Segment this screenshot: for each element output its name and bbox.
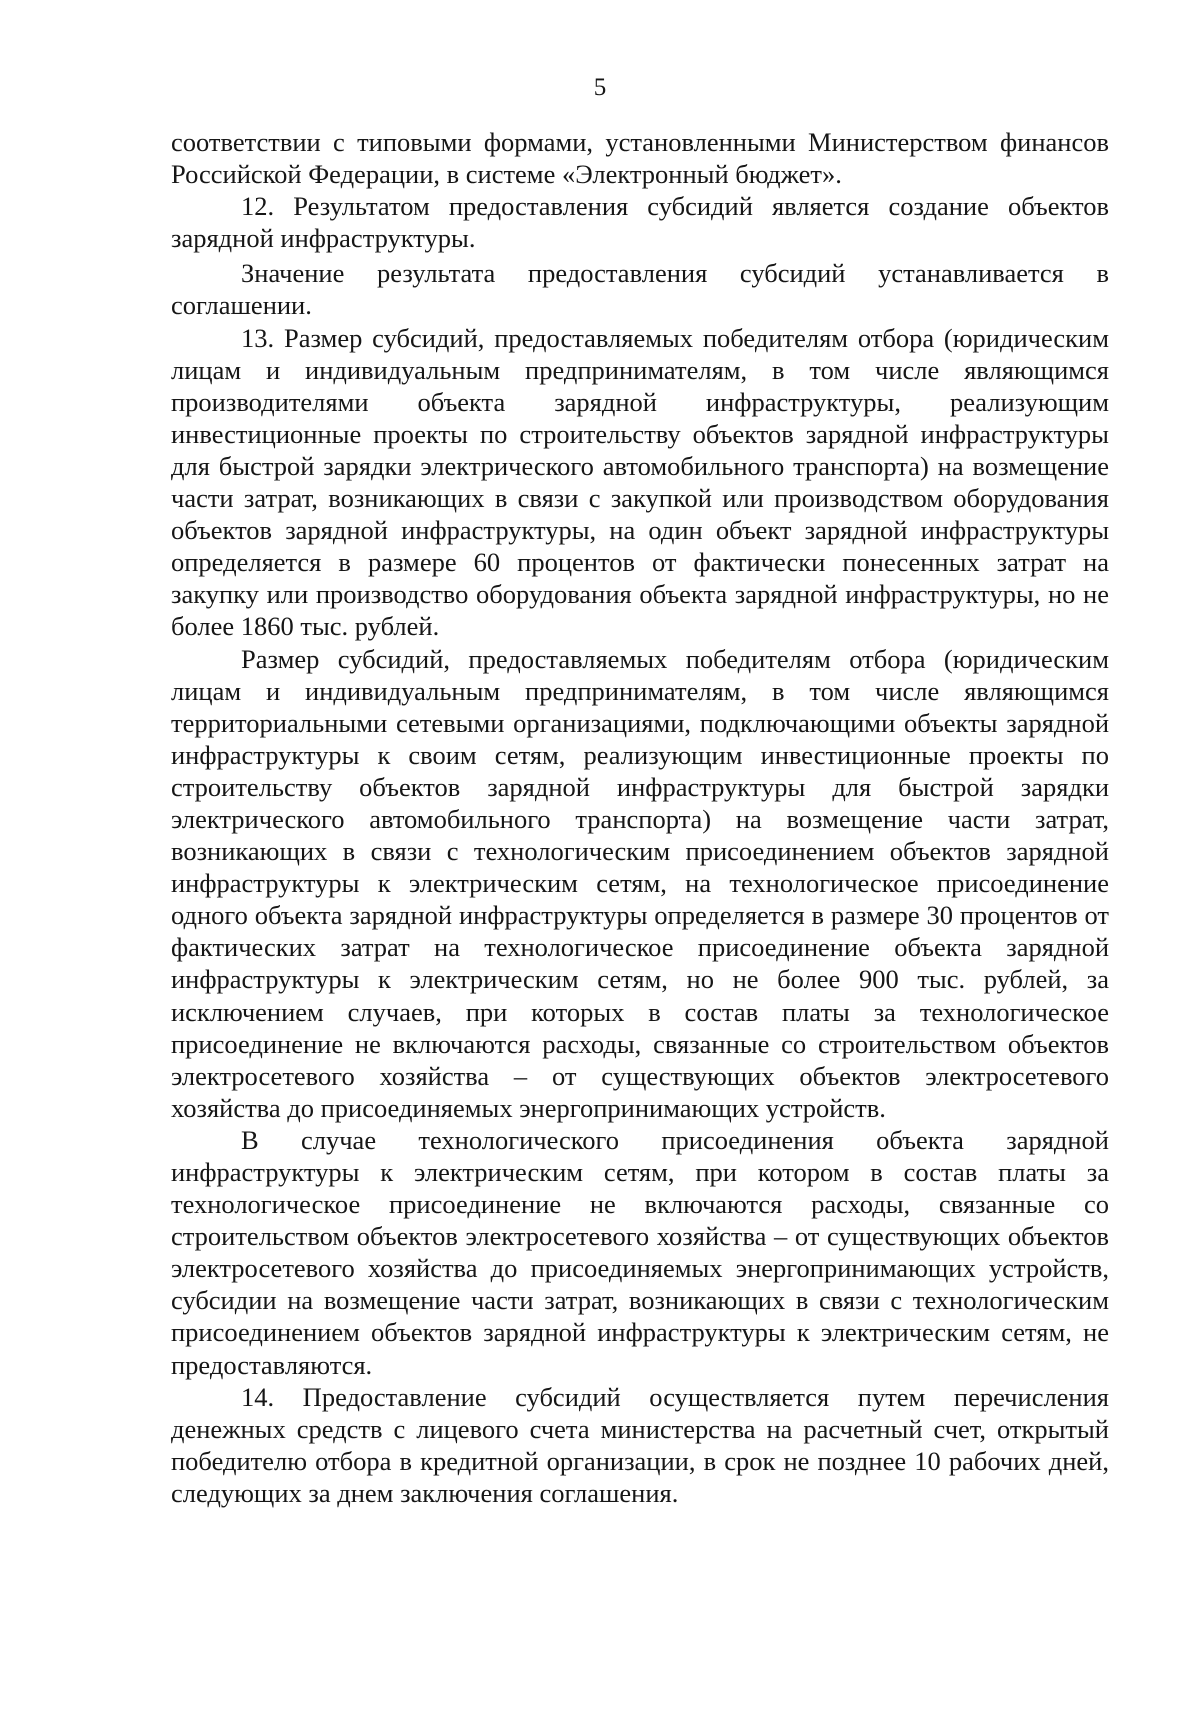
- paragraph-exception-case: В случае технологического присоединения объекта зарядной инфраструктуры к электрическим сетям, при котором в состав платы за технологическое присоединение не включаются расходы, связанные со строительством объектов электросетевого хозяйства – от существующих объектов электросетевого хозяйства до присоединяемых энергопринимающих устройств, субсидии на возмещение части затрат, возникающих в связи с технологическим присоединением объектов зарядной инфраструктуры к электрическим сетям, не предоставляются.: [171, 1124, 1109, 1380]
- paragraph-item-12: 12. Результатом предоставления субсидий является создание объектов зарядной инфраструктуры.: [171, 191, 1109, 254]
- paragraph-result-value: Значение результата предоставления субсидий устанавливается в соглашении.: [171, 258, 1109, 321]
- page-number: 5: [593, 74, 607, 101]
- paragraph-item-14: 14. Предоставление субсидий осуществляется путем перечисления денежных средств с лицевого счета министерства на расчетный счет, открытый победителю отбора в кредитной организации, в срок не позднее 10 рабочих дней, следующих за днем заключения соглашения.: [171, 1381, 1109, 1508]
- paragraph-subsidy-size-network: Размер субсидий, предоставляемых победителям отбора (юридическим лицам и индивидуальным предпринимателям, в том числе являющимся территориальными сетевыми организациями, подключающими объекты зарядной инфраструктуры к своим сетям, реализующим инвестиционные проекты по строительству объектов зарядной инфраструктуры для быстрой зарядки электрического автомобильного транспорта) на возмещение части затрат, возникающих в связи с технологическим присоединением объектов зарядной инфраструктуры к электрическим сетям, на технологическое присоединение одного объекта зарядной инфраструктуры определяется в размере 30 процентов от фактических затрат на технологическое присоединение объекта зарядной инфраструктуры к электрическим сетям, но не более 900 тыс. рублей, за исключением случаев, при которых в состав платы за технологическое присоединение не включаются расходы, связанные со строительством объектов электросетевого хозяйства – от существующих объектов электросетевого хозяйства до присоединяемых энергопринимающих устройств.: [171, 643, 1109, 1123]
- document-body: [171, 126, 1109, 1509]
- paragraph-continuation: соответствии с типовыми формами, установленными Министерством финансов Российской Федерации, в системе «Электронный бюджет».: [171, 127, 1109, 190]
- paragraph-item-13: 13. Размер субсидий, предоставляемых победителям отбора (юридическим лицам и индивидуальным предпринимателям, в том числе являющимся производителями объекта зарядной инфраструктуры, реализующим инвестиционные проекты по строительству объектов зарядной инфраструктуры для быстрой зарядки электрического автомобильного транспорта) на возмещение части затрат, возникающих в связи с закупкой или производством оборудования объектов зарядной инфраструктуры, на один объект зарядной инфраструктуры определяется в размере 60 процентов от фактически понесенных затрат на закупку или производство оборудования объекта зарядной инфраструктуры, но не более 1860 тыс. рублей.: [171, 322, 1109, 642]
